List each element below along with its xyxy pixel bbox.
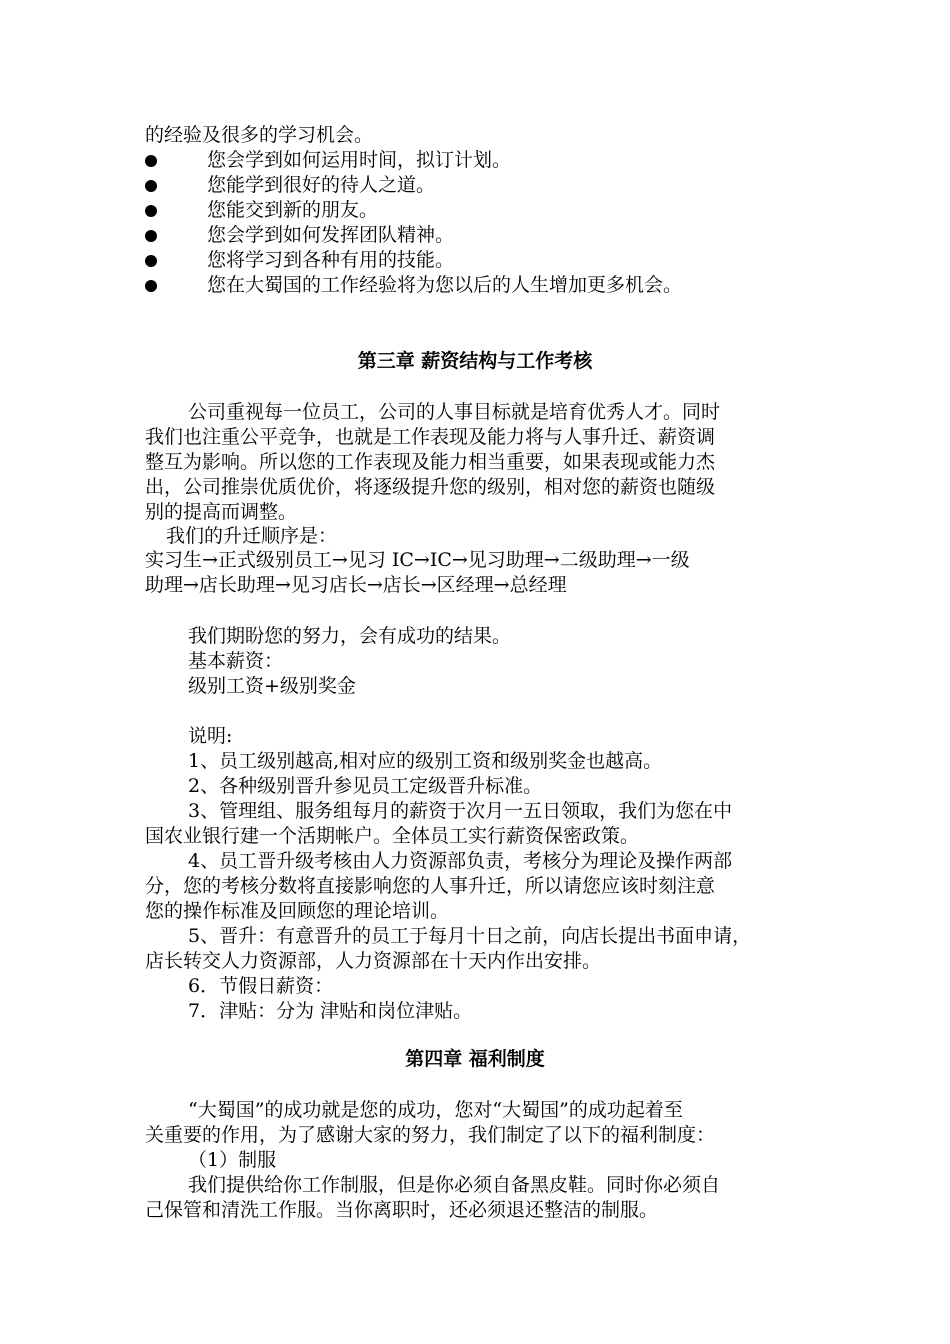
intro-tail-text: 的经验及很多的学习机会。 <box>145 124 374 146</box>
uniform-body-line: 我们提供给你工作制服，但是你必须自备黑皮鞋。同时你必须自 <box>188 1174 721 1196</box>
uniform-body-line: 己保管和清洗工作服。当你离职时，还必须退还整洁的制服。 <box>145 1199 659 1221</box>
note-line: 3、管理组、服务组每月的薪资于次月一五日领取，我们为您在中 <box>188 800 733 822</box>
chapter4-title: 第四章 福利制度 <box>405 1048 545 1070</box>
note-line: 您的操作标准及回顾您的理论培训。 <box>145 900 450 922</box>
promotion-path-line: 助理→店长助理→见习店长→店长→区经理→总经理 <box>145 574 567 596</box>
paragraph-line: 整互为影响。所以您的工作表现及能力相当重要，如果表现或能力杰 <box>145 451 716 473</box>
bullet-icon <box>145 155 157 167</box>
note-line: 店长转交人力资源部，人力资源部在十天内作出安排。 <box>145 950 602 972</box>
notes-label: 说明: <box>188 725 233 747</box>
base-salary-formula: 级别工资+级别奖金 <box>188 675 356 697</box>
expect-text: 我们期盼您的努力，会有成功的结果。 <box>188 625 512 647</box>
promotion-intro: 我们的升迁顺序是： <box>166 525 338 547</box>
paragraph-line: 关重要的作用，为了感谢大家的努力，我们制定了以下的福利制度： <box>145 1124 716 1146</box>
note-line: 5、晋升：有意晋升的员工于每月十日之前，向店长提出书面申请， <box>188 925 752 947</box>
note-line: 6．节假日薪资： <box>188 975 334 997</box>
bullet-icon <box>145 180 157 192</box>
bullet-icon <box>145 230 157 242</box>
document-page: 的经验及很多的学习机会。 您会学到如何运用时间，拟订计划。 您能学到很好的待人之道。 您能交到新的朋友。 您会学到如何发挥团队精神。 您将学习到各种有用的技能。 您在大蜀国的工作经验将为您以后的人生增加更多机会。 第三章 薪资结构与工作考核 公司重视每一位员工，公司的人事目标就是培育优秀人才。同时 我们也注重公平竞争，也就是工作表现及能力将与人事升迁、薪资调 整互为影响。所以您的工作表现及能力相当重要，如果表现或能力杰 出，公司推崇优质优价，将逐级提升您的级别，相对您的薪资也随级 别的提高而调整。 我们的升迁顺序是： 实习生→正式级别员工→见习 IC→IC→见习助理→二级助理→一级 助理→店长助理→见习店长→店长→区经理→总经理 我们期盼您的努力，会有成功的结果。 基本薪资： 级别工资+级别奖金 说明: 1、员工级别越高,相对应的级别工资和级别奖金也越高。 2、各种级别晋升参见员工定级晋升标准。 3、管理组、服务组每月的薪资于次月一五日领取，我们为您在中 国农业银行建一个活期帐户。全体员工实行薪资保密政策。 4、员工晋升级考核由人力资源部负责，考核分为理论及操作两部 分，您的考核分数将直接影响您的人事升迁，所以请您应该时刻注意 您的操作标准及回顾您的理论培训。 5、晋升：有意晋升的员工于每月十日之前，向店长提出书面申请， 店长转交人力资源部，人力资源部在十天内作出安排。 6．节假日薪资： 7．津贴：分为 津贴和岗位津贴。 第四章 福利制度 “大蜀国”的成功就是您的成功，您对“大蜀国”的成功起着至 关重要的作用，为了感谢大家的努力，我们制定了以下的福利制度： （1）制服 我们提供给你工作制服，但是你必须自备黑皮鞋。同时你必须自 己保管和清洗工作服。当你离职时，还必须退还整洁的制服。 <box>0 0 950 1344</box>
uniform-heading: （1）制服 <box>188 1149 277 1171</box>
promotion-path-line: 实习生→正式级别员工→见习 IC→IC→见习助理→二级助理→一级 <box>145 549 690 571</box>
note-line: 国农业银行建一个活期帐户。全体员工实行薪资保密政策。 <box>145 825 640 847</box>
paragraph-line: 我们也注重公平竞争，也就是工作表现及能力将与人事升迁、薪资调 <box>145 426 716 448</box>
note-line: 分，您的考核分数将直接影响您的人事升迁，所以请您应该时刻注意 <box>145 875 716 897</box>
note-line: 2、各种级别晋升参见员工定级晋升标准。 <box>188 775 543 797</box>
paragraph-line: “大蜀国”的成功就是您的成功，您对“大蜀国”的成功起着至 <box>188 1099 683 1121</box>
note-line: 4、员工晋升级考核由人力资源部负责，考核分为理论及操作两部 <box>188 850 733 872</box>
paragraph-line: 出，公司推崇优质优价，将逐级提升您的级别，相对您的薪资也随级 <box>145 476 716 498</box>
paragraph-line: 公司重视每一位员工，公司的人事目标就是培育优秀人才。同时 <box>188 401 721 423</box>
note-line: 1、员工级别越高,相对应的级别工资和级别奖金也越高。 <box>188 750 663 772</box>
chapter3-title: 第三章 薪资结构与工作考核 <box>357 350 593 372</box>
note-line: 7．津贴：分为 津贴和岗位津贴。 <box>188 1000 473 1022</box>
bullet-icon <box>145 280 157 292</box>
paragraph-line: 别的提高而调整。 <box>145 501 298 523</box>
base-salary-label: 基本薪资： <box>188 650 284 672</box>
bullet-icon <box>145 255 157 267</box>
bullet-icon <box>145 205 157 217</box>
